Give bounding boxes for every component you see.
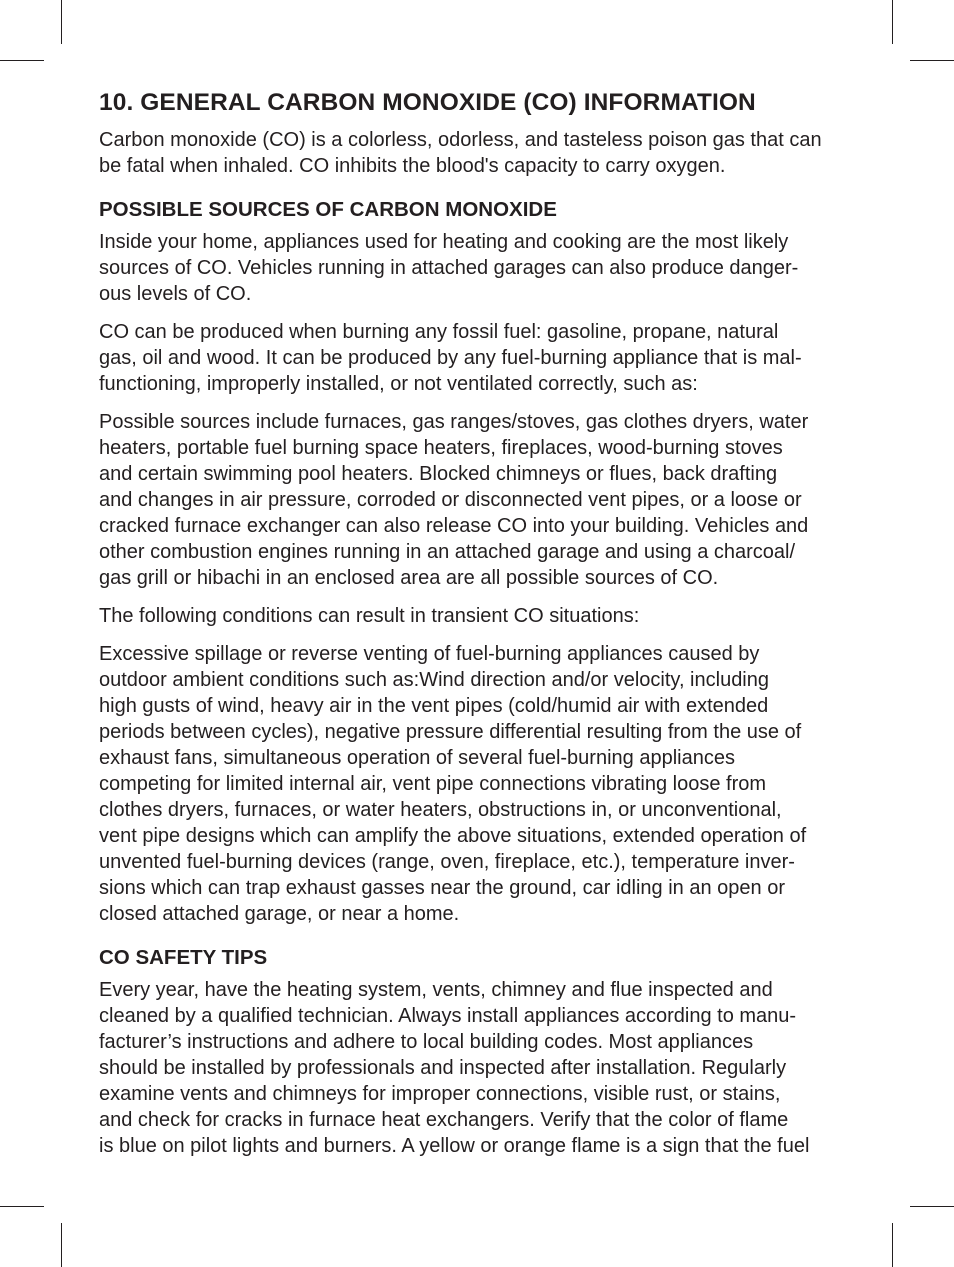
safety-heading: CO SAFETY TIPS [99, 946, 268, 969]
crop-mark-bottom-right-vertical [892, 1223, 893, 1267]
document-page [99, 87, 851, 1171]
crop-mark-top-left-horizontal [0, 60, 44, 61]
crop-mark-top-right-horizontal [910, 60, 954, 61]
crop-mark-bottom-left-horizontal [0, 1206, 44, 1207]
crop-mark-top-left-vertical [61, 0, 62, 44]
sources-paragraph-3: Possible sources include furnaces, gas ranges/stoves, gas clothes dryers, water heaters, portable fuel burning space heaters, fireplaces, wood-burning stoves and certain swimming pool heaters. Blocked chimneys or flues, back drafting and changes in air pressure, corroded or disconnected vent pipes, or a loose or cracked furnace exchanger can also release CO into your building. Vehicles and other combustion engines running in an attached garage and using a charcoal/ gas grill or hibachi in an enclosed area are all possible sources of CO. [99, 411, 809, 589]
page-title: 10. GENERAL CARBON MONOXIDE (CO) INFORMATION [99, 89, 756, 116]
intro-paragraph: Carbon monoxide (CO) is a colorless, odorless, and tasteless poison gas that can be fatal when inhaled. CO inhibits the blood's capacity to carry oxygen. [99, 129, 822, 177]
crop-mark-top-right-vertical [892, 0, 893, 44]
sources-paragraph-1: Inside your home, appliances used for heating and cooking are the most likely sources of CO. Vehicles running in attached garages can also produce danger- ous levels of CO. [99, 231, 799, 305]
sources-paragraph-2: CO can be produced when burning any fossil fuel: gasoline, propane, natural gas, oil and wood. It can be produced by any fuel-burning appliance that is mal- functioning, improperly installed, or not ventilated correctly, such as: [99, 321, 802, 395]
sources-paragraph-4: The following conditions can result in transient CO situations: [99, 605, 640, 627]
safety-paragraph: Every year, have the heating system, vents, chimney and flue inspected and cleaned by a qualified technician. Always install appliances according to manu- facturer’s instructions and adhere to local building codes. Most appliances should be installed by professionals and inspected after installation. Regularly examine vents and chimneys for improper connections, visible rust, or stains, and check for cracks in furnace heat exchangers. Verify that the color of flame is blue on pilot lights and burners. A yellow or orange flame is a sign that the fuel [99, 979, 810, 1157]
sources-heading: POSSIBLE SOURCES OF CARBON MONOXIDE [99, 198, 557, 221]
crop-mark-bottom-left-vertical [61, 1223, 62, 1267]
crop-mark-bottom-right-horizontal [910, 1206, 954, 1207]
sources-paragraph-5: Excessive spillage or reverse venting of fuel-burning appliances caused by outdoor ambient conditions such as:Wind direction and/or velocity, including high gusts of wind, heavy air in the vent pipes (cold/humid air with extended periods between cycles), negative pressure differential resulting from the use of exhaust fans, simultaneous operation of several fuel-burning appliances competing for limited internal air, vent pipe connections vibrating loose from clothes dryers, furnaces, or water heaters, obstructions in, or unconventional, vent pipe designs which can amplify the above situations, extended operation of unvented fuel-burning devices (range, oven, fireplace, etc.), temperature inver- sions which can trap exhaust gasses near the ground, car idling in an open or closed attached garage, or near a home. [99, 643, 807, 925]
